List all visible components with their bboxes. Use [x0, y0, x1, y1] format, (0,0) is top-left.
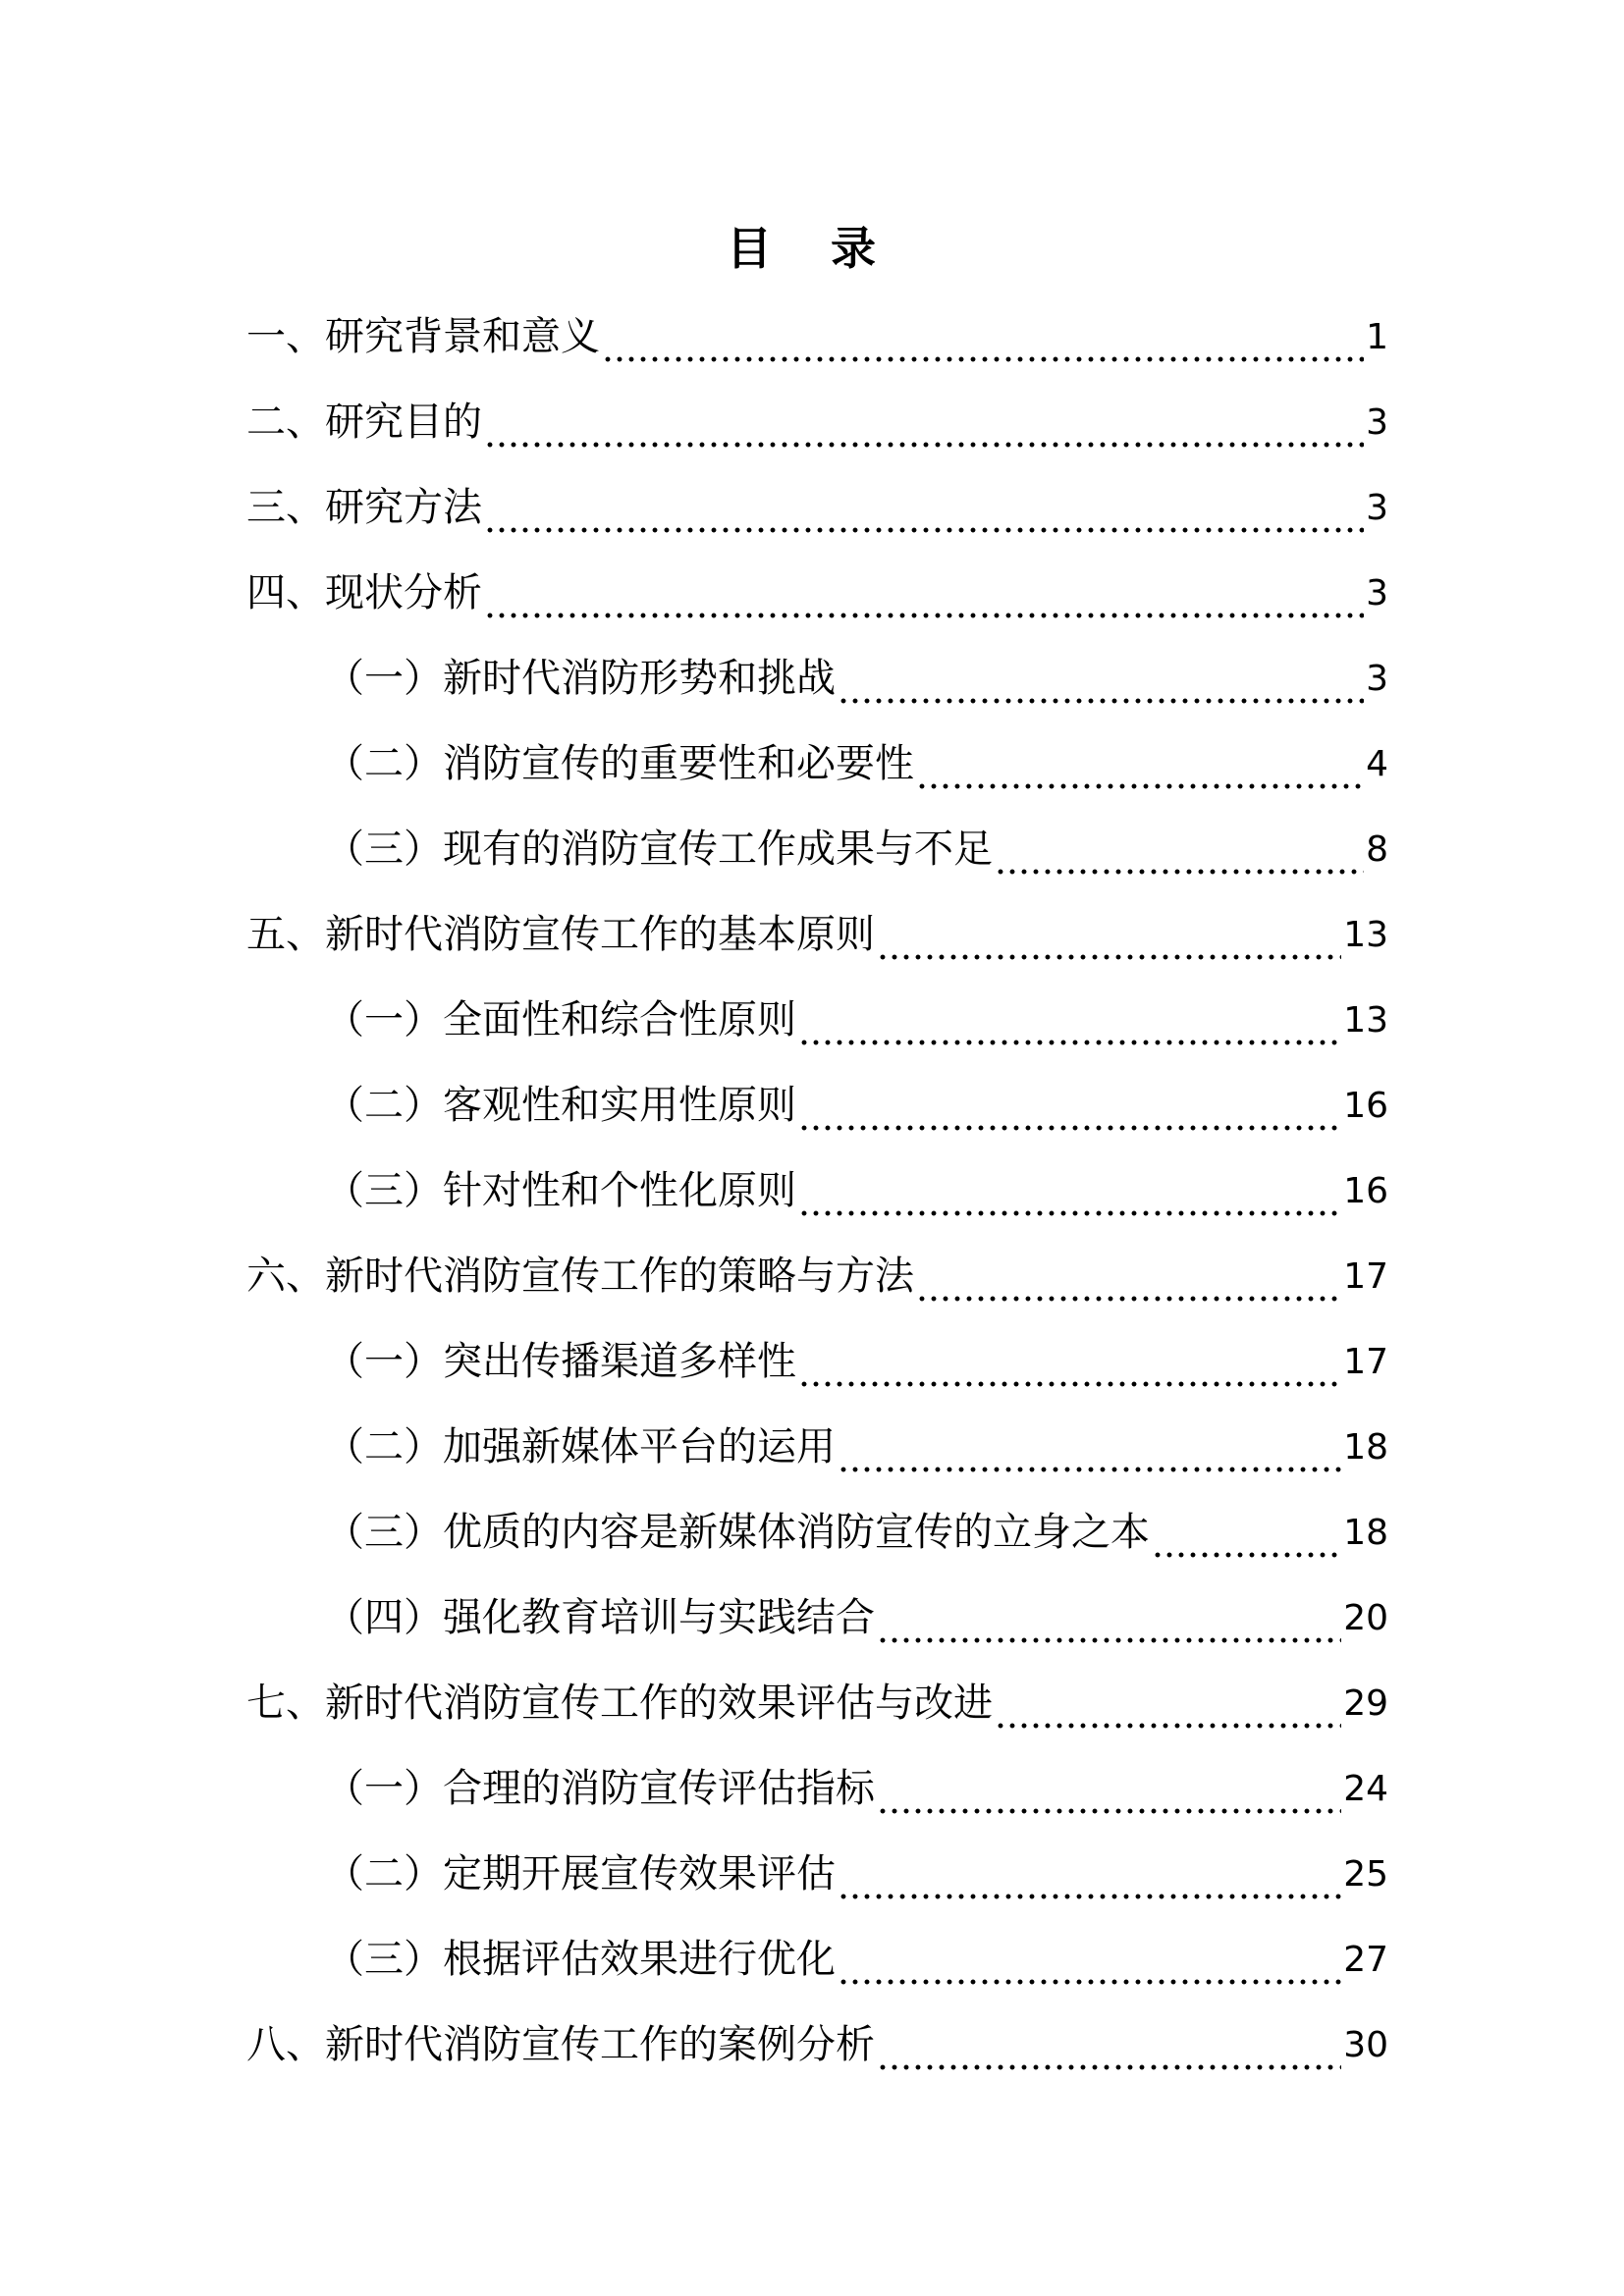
toc-page-number: 1: [1366, 317, 1388, 357]
toc-page-number: 13: [1343, 1000, 1388, 1041]
toc-page-number: 3: [1366, 573, 1388, 614]
dot-leader: [798, 1319, 1341, 1405]
toc-entry[interactable]: [246, 1575, 1388, 1661]
toc-entry[interactable]: [246, 978, 1388, 1063]
toc-entry[interactable]: [246, 1234, 1388, 1319]
toc-page-number: 17: [1343, 1342, 1388, 1382]
toc-entry[interactable]: [246, 1832, 1388, 1917]
toc-page-number: 3: [1366, 402, 1388, 443]
toc-page-number: 3: [1366, 659, 1388, 699]
toc-entry-label: 六、新时代消防宣传工作的策略与方法: [246, 1254, 914, 1299]
toc-page-number: 20: [1343, 1598, 1388, 1638]
dot-leader: [877, 1575, 1341, 1661]
toc-entry[interactable]: [246, 1490, 1388, 1575]
toc-page-number: 25: [1343, 1854, 1388, 1895]
dot-leader: [798, 978, 1341, 1063]
toc-entry[interactable]: [246, 465, 1388, 551]
dot-leader: [838, 1405, 1341, 1490]
toc-entry[interactable]: [246, 380, 1388, 465]
toc-entry-label: （二）消防宣传的重要性和必要性: [325, 741, 914, 786]
toc-entry[interactable]: [246, 1405, 1388, 1490]
toc-page-number: 24: [1343, 1769, 1388, 1809]
toc-entry[interactable]: [246, 1661, 1388, 1746]
dot-leader: [838, 1917, 1341, 2002]
toc-entry-label: 三、研究方法: [246, 485, 482, 530]
toc-entry-label: （一）合理的消防宣传评估指标: [325, 1766, 875, 1811]
toc-entry-label: （一）全面性和综合性原则: [325, 997, 796, 1042]
toc-page-number: 18: [1343, 1513, 1388, 1553]
toc-page-number: 29: [1343, 1683, 1388, 1724]
toc-entry[interactable]: [246, 1746, 1388, 1832]
toc-entry-label: （二）加强新媒体平台的运用: [325, 1424, 836, 1469]
toc-entry-label: （三）现有的消防宣传工作成果与不足: [325, 827, 993, 872]
dot-leader: [877, 2002, 1341, 2088]
toc-entry[interactable]: [246, 807, 1388, 892]
toc-entry-label: 五、新时代消防宣传工作的基本原则: [246, 912, 875, 957]
toc-entry-label: 八、新时代消防宣传工作的案例分析: [246, 2022, 875, 2067]
toc-page-number: 30: [1343, 2025, 1388, 2065]
toc-page-number: 3: [1366, 488, 1388, 528]
toc-page-number: 27: [1343, 1940, 1388, 1980]
toc-entry-label: （二）定期开展宣传效果评估: [325, 1851, 836, 1896]
toc-entry-label: 七、新时代消防宣传工作的效果评估与改进: [246, 1681, 993, 1726]
toc-entry-label: （二）客观性和实用性原则: [325, 1083, 796, 1128]
toc-entry[interactable]: [246, 1148, 1388, 1234]
toc-entry[interactable]: [246, 892, 1388, 978]
toc-page-number: 8: [1366, 829, 1388, 870]
table-of-contents: [246, 294, 1388, 2088]
toc-entry-label: （三）针对性和个性化原则: [325, 1168, 796, 1213]
toc-page-number: 16: [1343, 1086, 1388, 1126]
dot-leader: [838, 1832, 1341, 1917]
toc-page-number: 18: [1343, 1427, 1388, 1468]
toc-entry-label: 一、研究背景和意义: [246, 314, 600, 359]
toc-page-number: 16: [1343, 1171, 1388, 1211]
toc-entry-label: 四、现状分析: [246, 570, 482, 615]
toc-entry[interactable]: [246, 636, 1388, 721]
toc-entry-label: （一）突出传播渠道多样性: [325, 1339, 796, 1384]
dot-leader: [602, 294, 1364, 380]
toc-entry[interactable]: [246, 551, 1388, 636]
dot-leader: [995, 807, 1364, 892]
toc-entry-label: （一）新时代消防形势和挑战: [325, 656, 836, 701]
dot-leader: [916, 721, 1364, 807]
dot-leader: [484, 551, 1364, 636]
dot-leader: [798, 1063, 1341, 1148]
dot-leader: [484, 380, 1364, 465]
toc-page-number: 13: [1343, 915, 1388, 955]
toc-entry[interactable]: [246, 294, 1388, 380]
dot-leader: [798, 1148, 1341, 1234]
toc-entry-label: （三）优质的内容是新媒体消防宣传的立身之本: [325, 1510, 1150, 1555]
dot-leader: [838, 636, 1364, 721]
toc-entry[interactable]: [246, 2002, 1388, 2088]
toc-entry[interactable]: [246, 1319, 1388, 1405]
toc-entry[interactable]: [246, 1063, 1388, 1148]
dot-leader: [877, 1746, 1341, 1832]
toc-page-number: 4: [1366, 744, 1388, 784]
dot-leader: [877, 892, 1341, 978]
toc-entry-label: 二、研究目的: [246, 400, 482, 445]
toc-entry-label: （三）根据评估效果进行优化: [325, 1937, 836, 1982]
dot-leader: [1152, 1490, 1341, 1575]
toc-page-number: 17: [1343, 1256, 1388, 1297]
dot-leader: [995, 1661, 1341, 1746]
toc-entry[interactable]: [246, 1917, 1388, 2002]
toc-title: 目 录: [726, 222, 897, 275]
toc-entry-label: （四）强化教育培训与实践结合: [325, 1595, 875, 1640]
dot-leader: [484, 465, 1364, 551]
dot-leader: [916, 1234, 1341, 1319]
toc-entry[interactable]: [246, 721, 1388, 807]
